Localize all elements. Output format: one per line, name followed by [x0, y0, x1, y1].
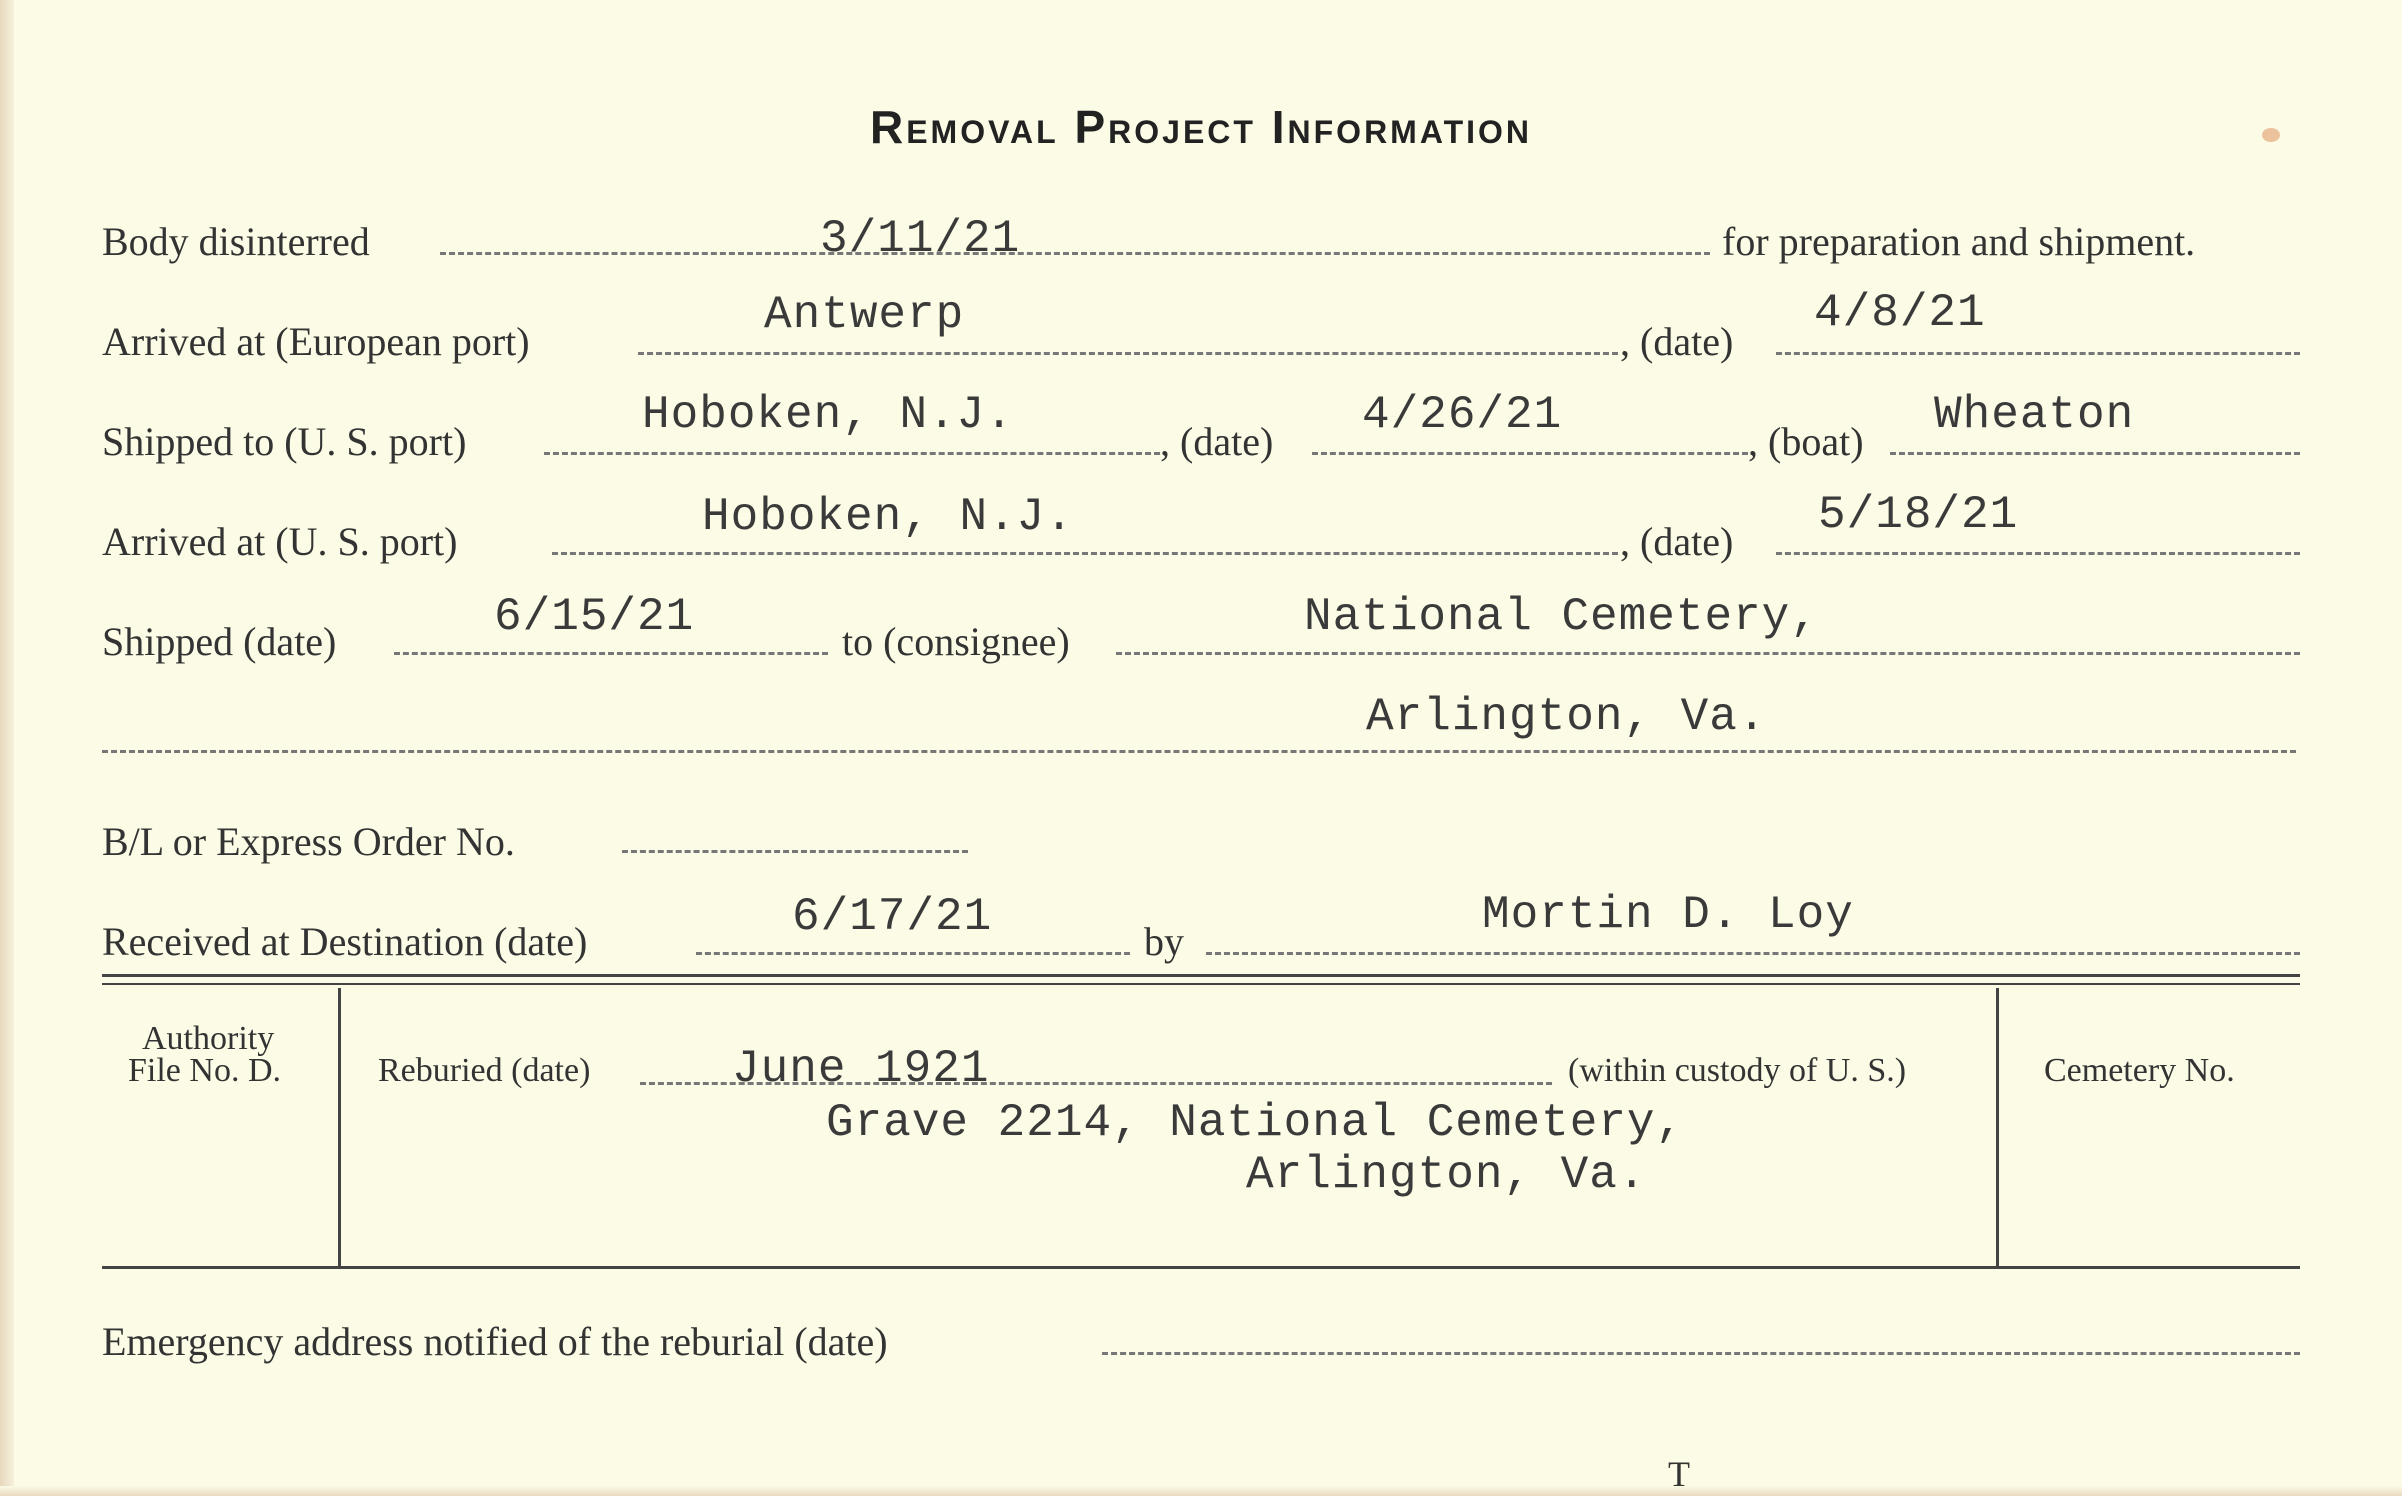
- form-title: Removal Project Information: [869, 101, 1533, 153]
- arrived-us-line: [552, 552, 1618, 555]
- shipped-us-date-value: 4/26/21: [1362, 389, 1563, 441]
- received-value: 6/17/21: [792, 891, 993, 943]
- authority-label-2: File No. D.: [128, 1052, 281, 1089]
- arrived-us-value: Hoboken, N.J.: [702, 491, 1074, 543]
- bl-line: [622, 850, 968, 853]
- shipped-date-value: 6/15/21: [494, 591, 695, 643]
- arrived-euro-date-line: [1776, 352, 2300, 355]
- arrived-us-label: Arrived at (U. S. port): [102, 519, 458, 564]
- arrived-euro-value: Antwerp: [764, 289, 965, 341]
- bl-label: B/L or Express Order No.: [102, 819, 515, 864]
- shipped-us-boat-line: [1890, 452, 2300, 455]
- emergency-line: [1102, 1352, 2300, 1355]
- body-disinterred-suffix: for preparation and shipment.: [1722, 219, 2196, 264]
- section-rule-top: [102, 974, 2300, 977]
- arrived-euro-date-value: 4/8/21: [1814, 287, 1986, 339]
- received-line: [696, 952, 1130, 955]
- arrived-euro-date-label: , (date): [1620, 319, 1734, 364]
- body-disinterred-value: 3/11/21: [820, 213, 1021, 265]
- grave-value-2: Arlington, Va.: [1246, 1149, 1647, 1201]
- emergency-label: Emergency address notified of the reburial (date): [102, 1319, 888, 1364]
- shipped-us-boat-value: Wheaton: [1934, 389, 2135, 441]
- column-divider-right: [1996, 988, 1999, 1266]
- section-rule-bottom: [102, 1266, 2300, 1269]
- body-disinterred-label: Body disinterred: [102, 219, 370, 264]
- section-rule-top-2: [102, 983, 2300, 985]
- arrived-us-date-value: 5/18/21: [1818, 489, 2019, 541]
- shipped-us-date-line: [1312, 452, 1748, 455]
- consignee-value-1: National Cemetery,: [1304, 591, 1819, 643]
- arrived-us-date-line: [1776, 552, 2300, 555]
- shipped-date-line: [394, 652, 828, 655]
- consignee-value-2: Arlington, Va.: [1366, 691, 1767, 743]
- received-by-value: Mortin D. Loy: [1482, 889, 1854, 941]
- shipped-date-label: Shipped (date): [102, 619, 337, 664]
- consignee-line: [1116, 652, 2300, 655]
- body-disinterred-line: [440, 252, 1710, 255]
- received-by-line: [1206, 952, 2300, 955]
- card-edge-left: [0, 0, 14, 1496]
- arrived-us-date-label: , (date): [1620, 519, 1734, 564]
- cemetery-no-label: Cemetery No.: [2044, 1052, 2235, 1089]
- card-edge-bottom: [0, 1486, 2402, 1496]
- shipped-us-label: Shipped to (U. S. port): [102, 419, 467, 464]
- column-divider-left: [338, 988, 341, 1266]
- received-label: Received at Destination (date): [102, 919, 588, 964]
- shipped-us-boat-label: , (boat): [1748, 419, 1864, 464]
- authority-label-1: Authority: [142, 1020, 275, 1057]
- consignee-label: to (consignee): [842, 619, 1070, 664]
- reburied-label: Reburied (date): [378, 1052, 591, 1089]
- received-by-label: by: [1144, 919, 1184, 964]
- shipped-us-line: [544, 452, 1160, 455]
- grave-value-1: Grave 2214, National Cemetery,: [826, 1097, 1685, 1149]
- reburied-value: June 1921: [732, 1043, 990, 1095]
- custody-label: (within custody of U. S.): [1568, 1052, 1907, 1089]
- arrived-euro-line: [638, 352, 1618, 355]
- arrived-euro-label: Arrived at (European port): [102, 319, 530, 364]
- shipped-us-date-label: , (date): [1160, 419, 1274, 464]
- shipped-us-value: Hoboken, N.J.: [642, 389, 1014, 441]
- footer-mark: T: [1668, 1454, 1690, 1494]
- consignee-line-2: [102, 750, 2296, 753]
